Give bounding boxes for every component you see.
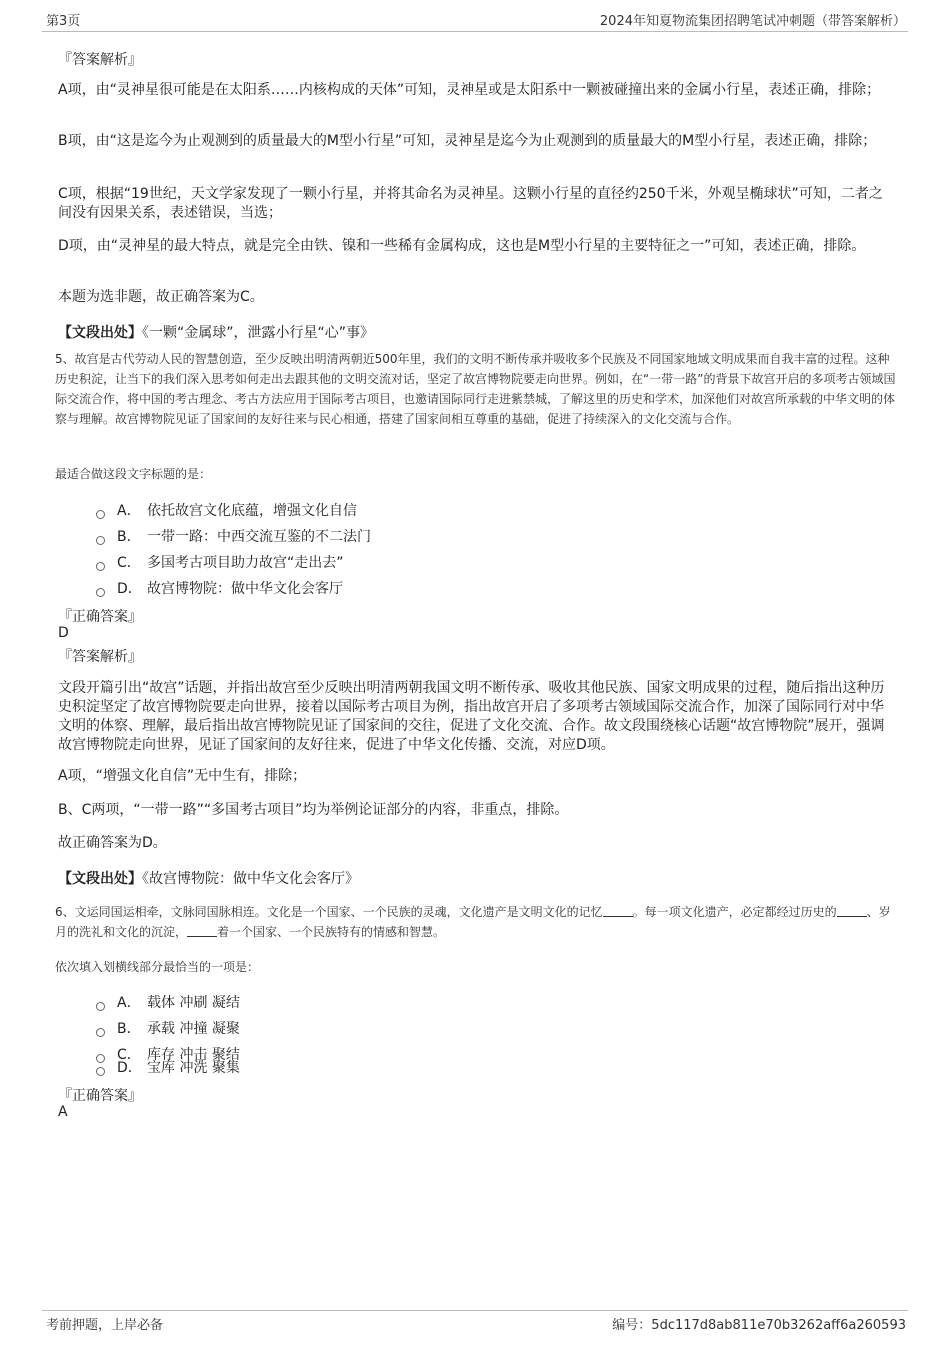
q5-option-d[interactable] [96,578,343,596]
radio-icon[interactable] [96,1067,105,1076]
q6-text-part: 6、文运同国运相牵，文脉同国脉相连。文化是一个国家、一个民族的灵魂，文化遗产是文明文化的记忆 [55,905,603,919]
q6-option-d[interactable] [96,1057,240,1075]
q6-text-part: 、岁月的洗礼和文化的沉淀， [55,905,891,939]
header-divider [42,31,908,32]
footer-slogan: 考前押题，上岸必备 [46,1318,164,1333]
q4-source-text: 《一颗“金属球”，泄露小行星“心”事》 [142,325,375,341]
q5-analysis-bc: B、C两项，“一带一路”“多国考古项目”均为举例论证部分的内容，非重点，排除。 [58,802,569,818]
q5-analysis-label: 『答案解析』 [58,649,142,665]
q5-source-text: 《故宫博物院：做中华文化会客厅》 [142,871,359,887]
option-text: 承载 冲撞 凝聚 [147,1021,240,1037]
q4-conclusion: 本题为选非题，故正确答案为C。 [58,289,264,305]
radio-icon[interactable] [96,536,105,545]
document-title: 2024年知夏物流集团招聘笔试冲刺题（带答案解析） [599,14,906,29]
q6-question-text [55,902,900,942]
option-letter: A． [117,995,141,1011]
blank-3 [187,924,217,937]
q5-question-text: 5、故宫是古代劳动人民的智慧创造，至少反映出明清两朝近500年里，我们的文明不断传承并吸收多个民族及不同国家地域文明成果而自我丰富的过程。这种历史积淀，让当下的我们深入思考如何走出去跟其他的文明交流对话，坚定了故宫博物院要走向世界。例如，在“一带一路”的背景下故宫开启的多项考古领域国际交流合作，将中国的考古理念、考古方法应用于国际考古项目，也邀请国际同行走进紫禁城，了解这里的历史和学术，加深他们对故宫所承载的中华文明的体察与理解。故宫博物院见证了国家间的友好往来与民心相通，搭建了国家间相互尊重的基础，促进了持续深入的文化交流与合作。 [55,352,896,426]
radio-icon[interactable] [96,1028,105,1037]
option-text: 一带一路：中西交流互鉴的不二法门 [147,529,371,545]
option-text: 故宫博物院：做中华文化会客厅 [147,581,343,597]
q5-answer: D [58,625,69,641]
option-letter: A． [117,503,141,519]
radio-icon[interactable] [96,1002,105,1011]
radio-icon[interactable] [96,562,105,571]
option-text: 载体 冲刷 凝结 [147,995,240,1011]
page-number: 第3页 [46,14,81,29]
q5-option-a[interactable] [96,500,357,518]
q6-answer: A [58,1104,68,1120]
q5-analysis-a: A项，“增强文化自信”无中生有，排除； [58,768,307,784]
q5-source-label: 【文段出处】 [58,871,142,887]
q5-prompt: 最适合做这段文字标题的是： [55,467,212,481]
radio-icon[interactable] [96,588,105,597]
option-letter: C． [117,555,141,571]
q6-option-a[interactable] [96,992,240,1010]
option-letter: C． [117,1047,141,1063]
q5-option-c[interactable] [96,552,344,570]
option-letter: D． [117,581,142,597]
q6-option-b[interactable] [96,1018,240,1036]
option-text: 多国考古项目助力故宫“走出去” [147,555,344,571]
q4-analysis-d: D项，由“灵神星的最大特点，就是完全由铁、镍和一些稀有金属构成，这也是M型小行星的主要特征之一”可知，表述正确，排除。 [58,238,866,254]
blank-2 [837,904,867,917]
option-text: 依托故宫文化底蕴，增强文化自信 [147,503,357,519]
blank-1 [603,904,633,917]
q4-analysis-label: 『答案解析』 [58,52,142,68]
q5-analysis-main: 文段开篇引出“故宫”话题，并指出故宫至少反映出明清两朝我国文明不断传承、吸收其他民族、国家文明成果的过程，随后指出这种历史积淀坚定了故宫博物院要走向世界，接着以国际考古项目为例，指出故宫开启了多项考古领域国际交流合作，加深了国际同行对中华文明的体察、理解，最后指出故宫博物院见证了国家间的交往，促进了文化交流、合作。故文段围绕核心话题“故宫博物院”展开，强调故宫博物院走向世界，见证了国家间的友好往来，促进了中华文化传播、交流，对应D项。 [58,680,885,753]
option-text: 宝库 冲洗 聚集 [147,1060,240,1076]
q4-analysis-b: B项，由“这是迄今为止观测到的质量最大的M型小行星”可知，灵神星是迄今为止观测到的质量最大的M型小行星，表述正确，排除； [58,133,877,149]
q4-analysis-c: C项，根据“19世纪，天文学家发现了一颗小行星，并将其命名为灵神星。这颗小行星的直径约250千米，外观呈椭球状”可知，二者之间没有因果关系，表述错误，当选； [58,186,883,221]
option-letter: B． [117,1021,141,1037]
q4-source [58,322,374,342]
option-letter: B． [117,529,141,545]
q6-text-part: 。每一项文化遗产，必定都经过历史的 [632,905,837,919]
q5-option-b[interactable] [96,526,371,544]
q5-conclusion: 故正确答案为D。 [58,835,167,851]
q6-answer-label: 『正确答案』 [58,1088,142,1104]
q4-source-label: 【文段出处】 [58,325,142,341]
option-letter: D． [117,1060,142,1076]
footer-divider [42,1310,908,1311]
radio-icon[interactable] [96,510,105,519]
q6-text-part: 着一个国家、一个民族特有的情感和智慧。 [217,925,446,939]
document-id: 编号：5dc117d8ab811e70b3262aff6a260593 [612,1318,906,1333]
q5-answer-label: 『正确答案』 [58,609,142,625]
option-text: 库存 冲击 聚结 [147,1047,240,1063]
q5-source [58,868,359,888]
q6-prompt: 依次填入划横线部分最恰当的一项是： [55,960,260,974]
q4-analysis-a: A项，由“灵神星很可能是在太阳系……内核构成的天体”可知，灵神星或是太阳系中一颗被碰撞出来的金属小行星，表述正确，排除； [58,82,881,98]
